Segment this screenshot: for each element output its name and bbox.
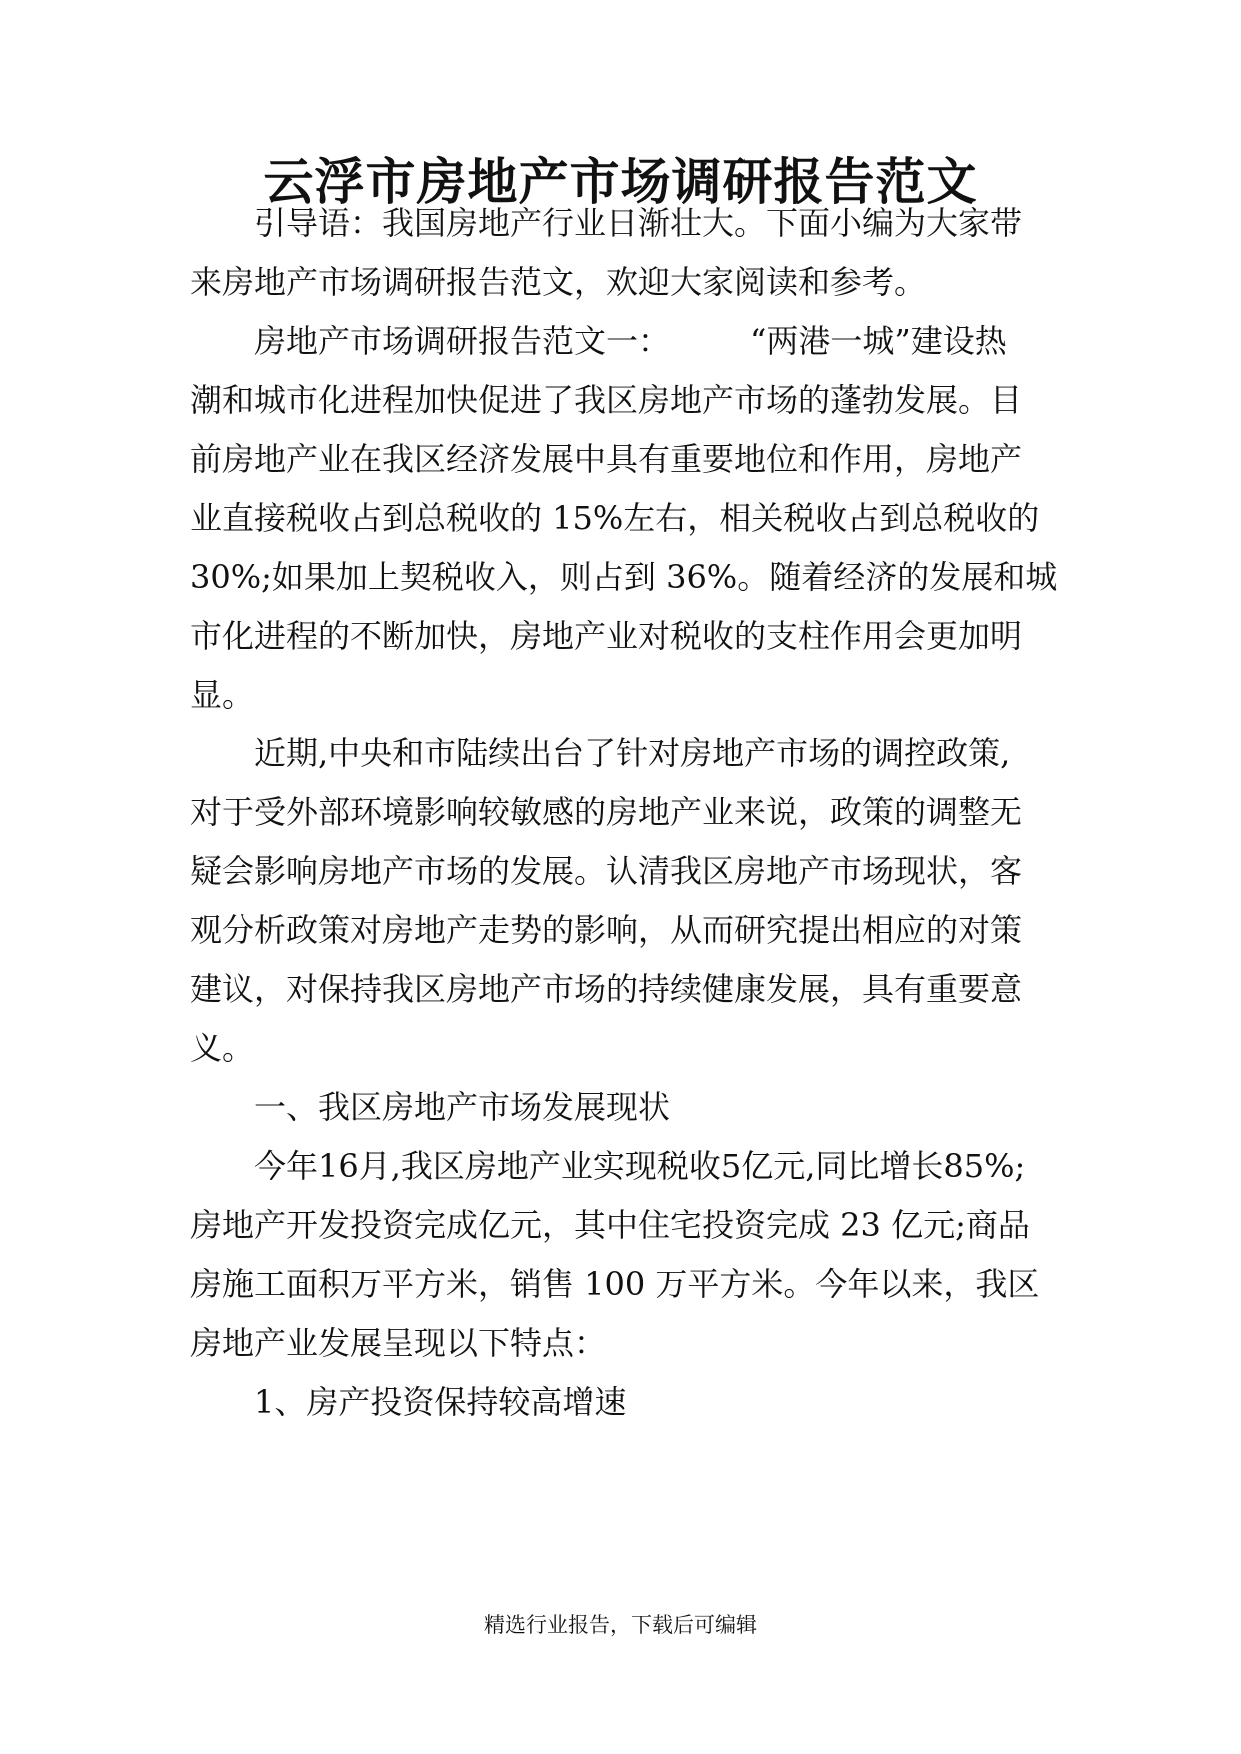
page-footer: 精选行业报告，下载后可编辑 [484,1613,757,1637]
body-line: 观分析政策对房地产走势的影响，从而研究提出相应的对策 [190,911,1023,949]
body-line: 房施工面积万平方米，销售 100 万平方米。今年以来，我区 [190,1265,1040,1303]
body-line: 前房地产业在我区经济发展中具有重要地位和作用，房地产 [190,440,1023,478]
body-line: 对于受外部环境影响较敏感的房地产业来说，政策的调整无 [190,793,1023,831]
subsection-heading: 1、房产投资保持较高增速 [254,1383,627,1421]
body-line: 显。 [190,676,255,714]
section-heading: 一、我区房地产市场发展现状 [254,1088,671,1126]
body-line: 引导语：我国房地产行业日渐壮大。下面小编为大家带 [254,204,1023,242]
body-line: 潮和城市化进程加快促进了我区房地产市场的蓬勃发展。目 [190,381,1023,419]
body-line: 房地产业发展呈现以下特点： [190,1324,607,1362]
body-line: 30%;如果加上契税收入，则占到 36%。随着经济的发展和城 [190,558,1058,596]
body-line: 业直接税收占到总税收的 15%左右，相关税收占到总税收的 [190,499,1040,537]
document-title: 云浮市房地产市场调研报告范文 [263,152,978,211]
body-line: 疑会影响房地产市场的发展。认清我区房地产市场现状，客 [190,852,1023,890]
body-line: 来房地产市场调研报告范文，欢迎大家阅读和参考。 [190,263,927,301]
body-line: 今年16月,我区房地产业实现税收5亿元,同比增长85%; [254,1147,1026,1185]
body-line: 建议，对保持我区房地产市场的持续健康发展，具有重要意 [190,970,1023,1008]
body-line: 近期,中央和市陆续出台了针对房地产市场的调控政策, [254,734,1011,772]
body-line: 市化进程的不断加快，房地产业对税收的支柱作用会更加明 [190,617,1023,655]
body-line: 义。 [190,1029,255,1067]
body-line: 房地产市场调研报告范文一： “两港一城”建设热 [254,322,1007,360]
body-line: 房地产开发投资完成亿元，其中住宅投资完成 23 亿元;商品 [190,1206,1030,1244]
